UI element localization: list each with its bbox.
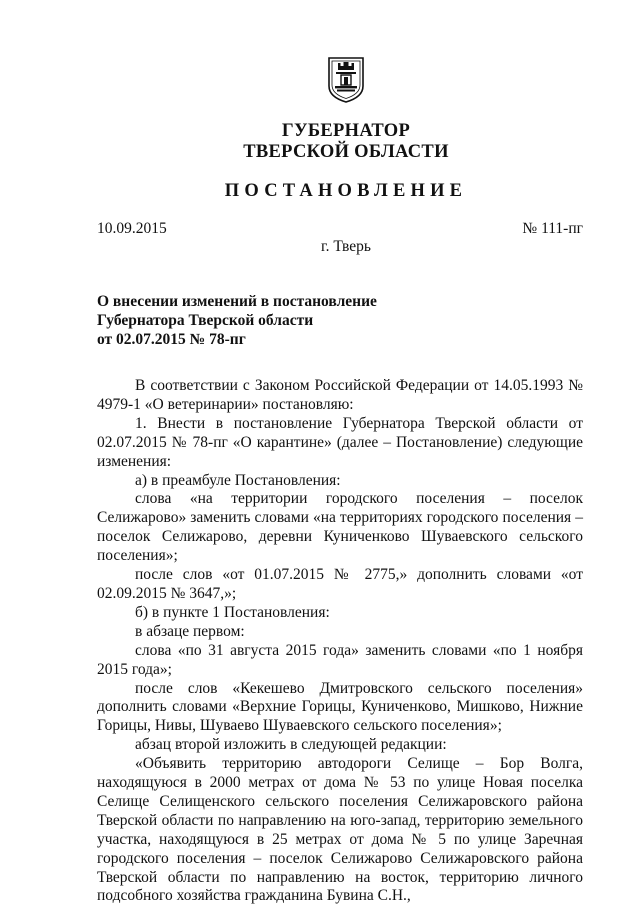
body-paragraph: слова «на территории городского поселения – поселок Селижарово» заменить словами «на территориях городского поселения – поселок Селижарово, деревни Куниченково Шуваевского сельского поселения»; [97,490,583,565]
body-paragraph: В соответствии с Законом Российской Федерации от 14.05.1993 № 4979-1 «О ветеринарии» постановляю: [97,377,583,413]
body-paragraph: в абзаце первом: [135,622,245,640]
body-paragraph: «Объявить территорию автодороги Селище – Бор Волга, находящуюся в 2000 метрах от дома № 53 по улице Новая поселка Селище Селищенского сельского поселения Селижаровского района Тверской области по направлению на юго-запад, территорию земельного участка, находящуюся в 25 метрах от дома № 5 по улице Заречная городского поселения – поселок Селижарово Селижаровского района Тверской области по направлению на восток, территорию личного подсобного хозяйства гражданина Бувина С.Н., [97,755,583,905]
document-date: 10.09.2015 [97,220,167,237]
authority-title-line1: ГУБЕРНАТОР [281,121,411,141]
subject-line: О внесении изменений в постановление [97,293,377,310]
authority-title-line2: ТВЕРСКОЙ ОБЛАСТИ [243,142,449,162]
body-paragraph: после слов «от 01.07.2015 № 2775,» дополнить словами «от 02.09.2015 № 3647,»; [97,566,583,602]
document-number: № 111-пг [522,220,583,237]
body-paragraph: б) в пункте 1 Постановления: [135,603,330,621]
body-paragraph: абзац второй изложить в следующей редакции: [135,736,447,754]
body-paragraph: слова «по 31 августа 2015 года» заменить словами «по 1 ноября 2015 года»; [97,641,583,678]
coat-of-arms-icon [326,56,366,104]
body-paragraph: а) в преамбуле Постановления: [135,471,341,489]
body-paragraph: после слов «Кекешево Дмитровского сельского поселения» дополнить словами «Верхние Горицы, Куниченково, Мишково, Нижние Горицы, Нивы, Шуваево Шуваевского сельского поселения»; [97,679,583,735]
body-paragraph: 1. Внести в постановление Губернатора Тверской области от 02.07.2015 № 78-пг «О карантине» (далее – Постановление) следующие изменения: [97,414,583,470]
document-body [97,377,583,906]
document-city: г. Тверь [321,238,371,255]
document-type-heading: ПОСТАНОВЛЕНИЕ [224,181,468,201]
subject-line: Губернатора Тверской области [97,312,314,329]
document-subject [97,292,417,349]
subject-line: от 02.07.2015 № 78-пг [97,331,246,348]
